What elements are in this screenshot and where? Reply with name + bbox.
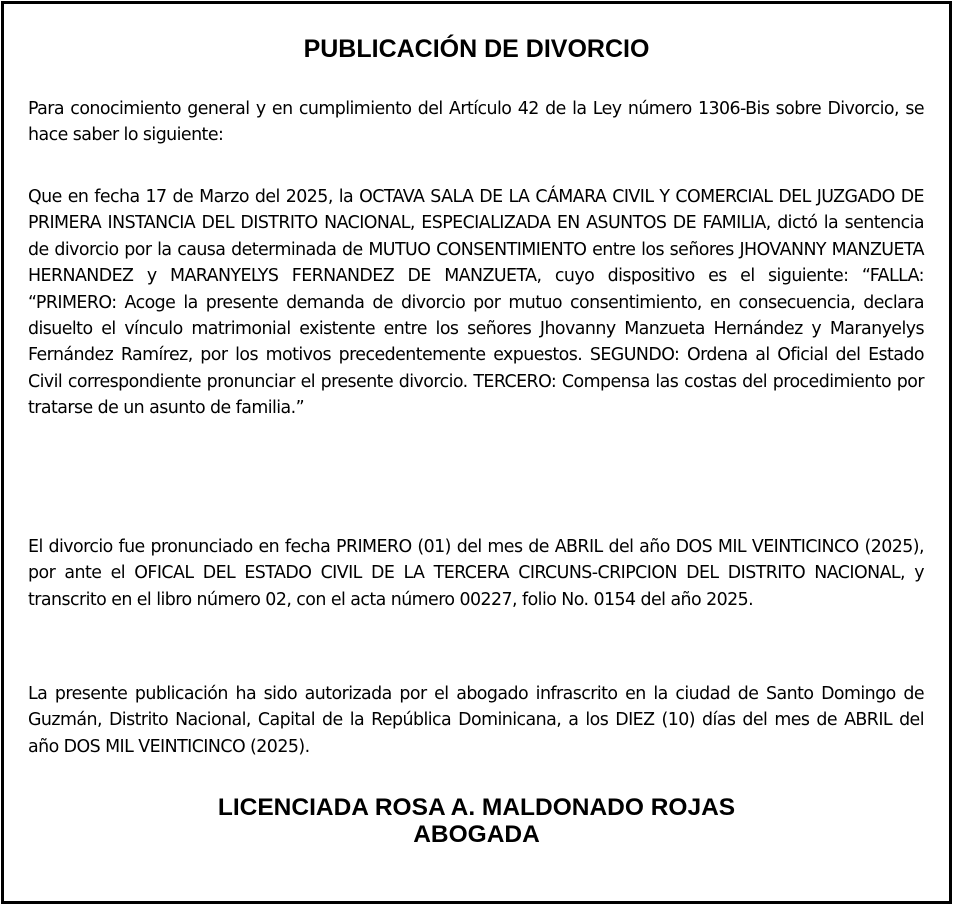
notice-title: PUBLICACIÓN DE DIVORCIO <box>303 35 650 63</box>
intro-paragraph: Para conocimiento general y en cumplimiento del Artículo 42 de la Ley número 1306-Bis sobre Divorcio, se hace saber lo siguiente: <box>28 99 924 146</box>
signature-name: LICENCIADA ROSA A. MALDONADO ROJAS <box>217 794 736 821</box>
authorization-paragraph: La presente publicación ha sido autorizada por el abogado infrascrito en la ciudad de Santo Domingo de Guzmán, Distrito Nacional, Capital de la República Dominicana, a los DIEZ (10) días del mes de ABRIL del año DOS MIL VEINTICINCO (2025). <box>28 684 924 757</box>
signature-block <box>4 794 949 848</box>
pronouncement-paragraph: El divorcio fue pronunciado en fecha PRIMERO (01) del mes de ABRIL del año DOS MIL VEINTICINCO (2025), por ante el OFICAL DEL ESTADO CIVIL DE LA TERCERA CIRCUNS-CRIPCION DEL DISTRITO NACIONAL, y transcrito en el libro número 02, con el acta número 00227, folio No. 0154 del año 2025. <box>28 537 924 610</box>
sentence-paragraph: Que en fecha 17 de Marzo del 2025, la OCTAVA SALA DE LA CÁMARA CIVIL Y COMERCIAL DEL JUZGADO DE PRIMERA INSTANCIA DEL DISTRITO NACIONAL, ESPECIALIZADA EN ASUNTOS DE FAMILIA, dictó la sentencia de divorcio por la causa determinada de MUTUO CONSENTIMIENTO entre los señores JHOVANNY MANZUETA HERNANDEZ y MARANYELYS FERNANDEZ DE MANZUETA, cuyo dispositivo es el siguiente: “FALLA: “PRIMERO: Acoge la presente demanda de divorcio por mutuo consentimiento, en consecuencia, declara disuelto el vínculo matrimonial existente entre los señores Jhovanny Manzueta Hernández y Maranyelys Fernández Ramírez, por los motivos precedentemente expuestos. SEGUNDO: Ordena al Oficial del Estado Civil correspondiente pronunciar el presente divorcio. TERCERO: Compensa las costas del procedimiento por tratarse de un asunto de familia.” <box>28 187 924 419</box>
signature-role: ABOGADA <box>413 821 540 848</box>
divorce-notice <box>1 1 952 904</box>
